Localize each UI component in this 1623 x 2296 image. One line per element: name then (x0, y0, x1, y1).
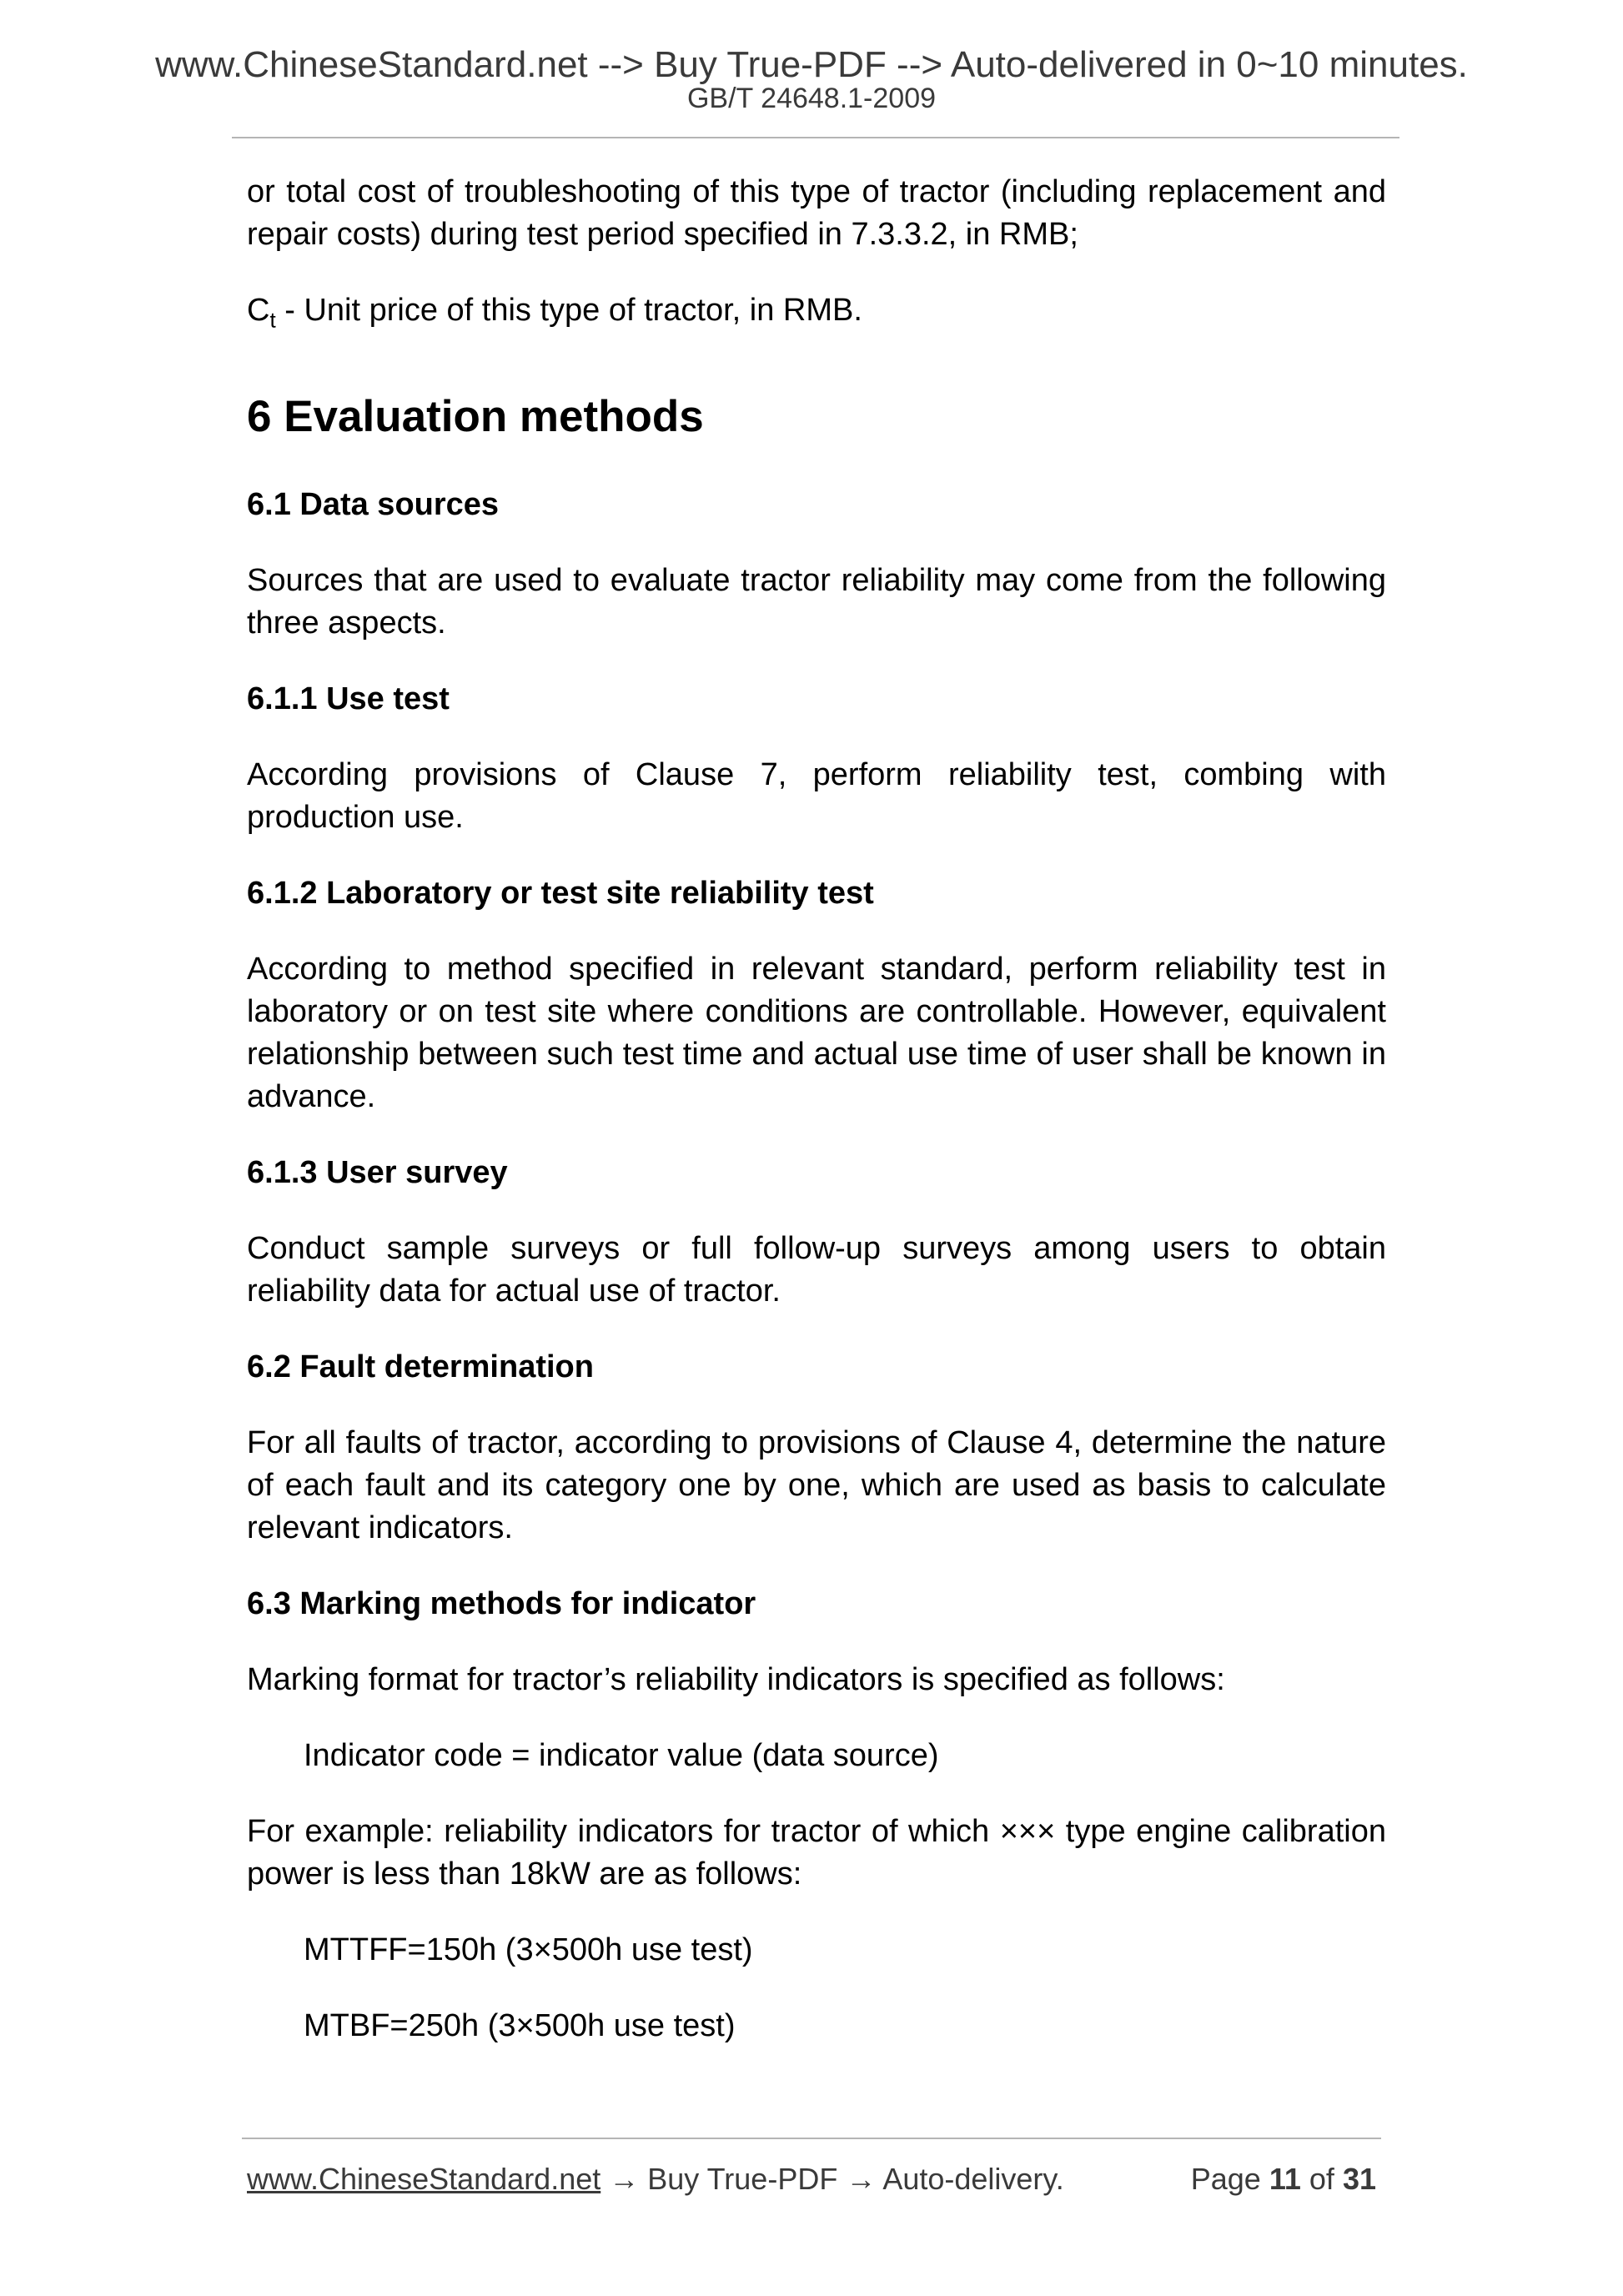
page-content (247, 171, 1386, 2081)
section-heading-6-1: 6.1 Data sources (247, 487, 500, 522)
top-banner: www.ChineseStandard.net --> Buy True-PDF --> Auto-delivered in 0~10 minutes. (155, 44, 1468, 85)
page-number: 11 (1269, 2162, 1301, 2196)
marking-format-line: Indicator code = indicator value (data source) (304, 1738, 939, 1773)
footer-left (247, 2158, 1064, 2200)
paragraph-6-3: Marking format for tractor’s reliability indicators is specified as follows: (247, 1662, 1225, 1697)
paragraph-6-1-2: According to method specified in relevant standard, perform reliability test in laboratory or on test site where conditions are controllable. However, equivalent relationship between such test time and actual use time of user shall be known in advance. (247, 952, 1386, 1114)
section-heading-6-2: 6.2 Fault determination (247, 1349, 594, 1384)
section-heading-6-3: 6.3 Marking methods for indicator (247, 1586, 756, 1621)
total-pages: 31 (1342, 2162, 1376, 2196)
paragraph-6-1: Sources that are used to evaluate tractor reliability may come from the following three aspects. (247, 563, 1386, 641)
ct-symbol: C (247, 293, 270, 328)
paragraph-ct-definition (247, 289, 1386, 332)
document-code: GB/T 24648.1-2009 (686, 83, 937, 114)
footer-divider (242, 2138, 1381, 2139)
paragraph-6-1-1: According provisions of Clause 7, perform reliability test, combing with production use. (247, 757, 1386, 835)
page-indicator (1191, 2158, 1376, 2200)
footer-buy-text: → Buy True-PDF → Auto-delivery. (600, 2162, 1064, 2196)
page-label: Page (1190, 2162, 1261, 2196)
section-heading-6-1-1: 6.1.1 Use test (247, 681, 450, 716)
page-footer (247, 2158, 1376, 2200)
ct-subscript: t (269, 307, 276, 333)
paragraph-6-2: For all faults of tractor, according to provisions of Clause 4, determine the nature of each fault and its category one by one, which are used as basis to calculate relevant indicators. (247, 1425, 1386, 1545)
paragraph-6-1-3: Conduct sample surveys or full follow-up surveys among users to obtain reliability data for actual use of tractor. (247, 1231, 1386, 1309)
section-heading-6-1-3: 6.1.3 User survey (247, 1155, 508, 1190)
footer-site-link[interactable]: www.ChineseStandard.net (247, 2162, 601, 2196)
paragraph-continued: or total cost of troubleshooting of this type of tractor (including replacement and repair costs) during test period specified in 7.3.3.2, in RMB; (247, 174, 1386, 252)
header-divider (232, 137, 1399, 138)
section-heading-6-1-2: 6.1.2 Laboratory or test site reliability test (247, 876, 874, 911)
paragraph-example: For example: reliability indicators for tractor of which ××× type engine calibration power is less than 18kW are as follows: (247, 1814, 1386, 1892)
example-mttff: MTTFF=150h (3×500h use test) (304, 1932, 753, 1967)
section-heading-6: 6 Evaluation methods (247, 392, 704, 441)
example-mtbf: MTBF=250h (3×500h use test) (304, 2008, 736, 2043)
of-label: of (1309, 2162, 1334, 2196)
ct-definition-text: - Unit price of this type of tractor, in RMB. (275, 293, 862, 328)
